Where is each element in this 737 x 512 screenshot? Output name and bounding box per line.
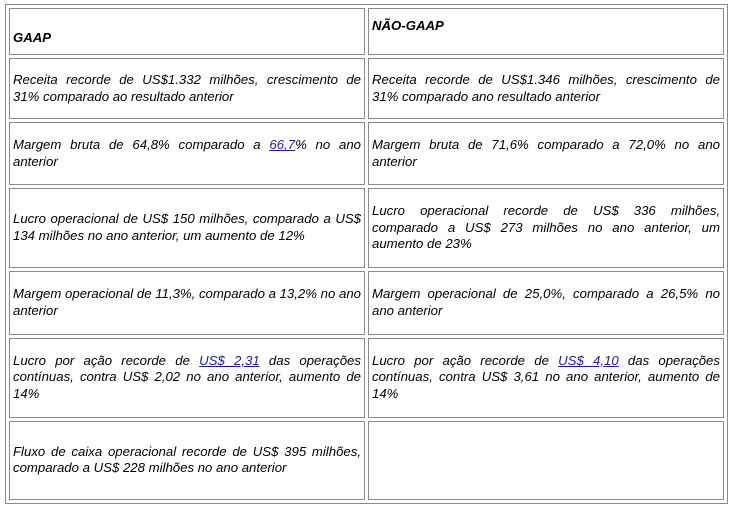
cell-gaap-gross-margin bbox=[9, 122, 365, 185]
cell-gaap-cash-flow: Fluxo de caixa operacional recorde de US$ 395 milhões, comparado a US$ 228 milhões no ano anterior bbox=[9, 421, 365, 500]
table-row bbox=[9, 58, 724, 119]
table-row bbox=[9, 338, 724, 418]
cell-gaap-revenue: Receita recorde de US$1.332 milhões, crescimento de 31% comparado ao resultado anterior bbox=[9, 58, 365, 119]
cell-non-gaap-operating-margin: Margem operacional de 25,0%, comparado a 26,5% no ano anterior bbox=[368, 271, 724, 335]
cell-non-gaap-gross-margin: Margem bruta de 71,6% comparado a 72,0% no ano anterior bbox=[368, 122, 724, 185]
cell-gaap-operating-income: Lucro operacional de US$ 150 milhões, comparado a US$ 134 milhões no ano anterior, um aumento de 12% bbox=[9, 188, 365, 267]
header-gaap: GAAP bbox=[9, 8, 365, 55]
gaap-eps-text: Lucro por ação recorde de bbox=[13, 352, 200, 368]
table-row bbox=[9, 271, 724, 335]
non-gaap-eps-text-end: das operações contínuas, contra US$ 3,61 no ano anterior, aumento de 14% bbox=[372, 352, 720, 401]
cell-non-gaap-operating-income: Lucro operacional recorde de US$ 336 milhões, comparado a US$ 273 milhões no ano anterior, um aumento de 23% bbox=[368, 188, 724, 267]
table-row bbox=[9, 421, 724, 500]
cell-gaap-eps bbox=[9, 338, 365, 418]
gaap-gross-margin-text-end: % no ano anterior bbox=[13, 137, 361, 169]
header-non-gaap: NÃO-GAAP bbox=[368, 8, 724, 55]
gaap-gross-margin-link[interactable]: 66,7 bbox=[269, 137, 296, 153]
gaap-eps-link[interactable]: US$ 2,31 bbox=[199, 352, 260, 368]
non-gaap-eps-text: Lucro por ação recorde de bbox=[372, 352, 559, 368]
gaap-gross-margin-text: Margem bruta de 64,8% comparado a bbox=[13, 137, 270, 153]
cell-gaap-operating-margin: Margem operacional de 11,3%, comparado a 13,2% no ano anterior bbox=[9, 271, 365, 335]
cell-non-gaap-eps bbox=[368, 338, 724, 418]
table-row bbox=[9, 122, 724, 185]
cell-non-gaap-empty bbox=[368, 421, 724, 500]
table-header-row bbox=[9, 8, 724, 55]
non-gaap-eps-link[interactable]: US$ 4,10 bbox=[558, 352, 619, 368]
gaap-comparison-table bbox=[6, 5, 727, 503]
cell-non-gaap-revenue: Receita recorde de US$1.346 milhões, crescimento de 31% comparado ano resultado anterior bbox=[368, 58, 724, 119]
gaap-eps-text-end: das operações contínuas, contra US$ 2,02 no ano anterior, aumento de 14% bbox=[13, 352, 361, 401]
table-row bbox=[9, 188, 724, 267]
comparison-table-frame bbox=[5, 4, 728, 504]
